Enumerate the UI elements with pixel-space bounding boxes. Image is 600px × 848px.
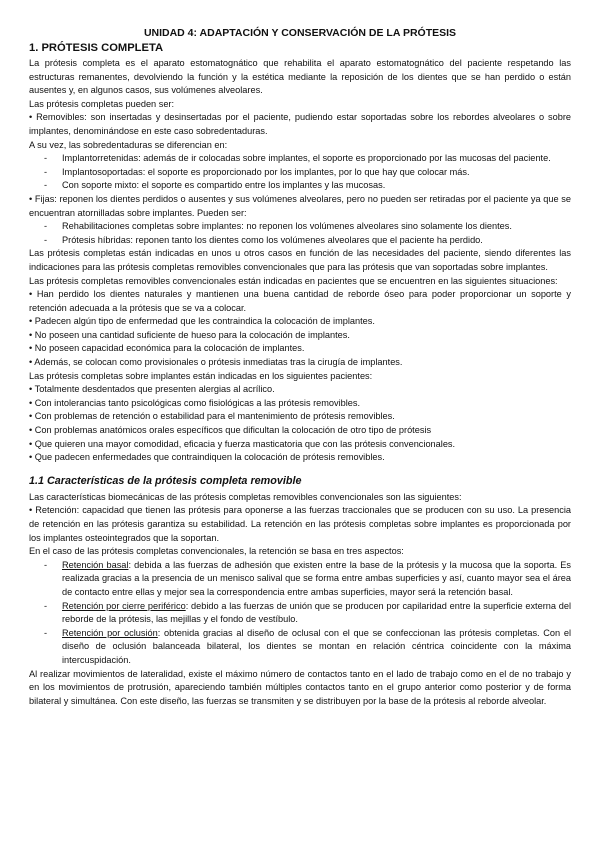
dash-item <box>29 559 571 600</box>
bullet-item: • Que padecen enfermedades que contraindiquen la colocación de prótesis removibles. <box>29 452 385 463</box>
bullet-item: • No poseen capacidad económica para la colocación de implantes. <box>29 343 305 354</box>
paragraph: Las prótesis completas están indicadas en unos u otros casos en función de las necesidades del paciente, siendo diferentes las indicaciones para las prótesis completas removibles convencionales que para las prótesis que van soportadas sobre implantes. <box>29 248 571 272</box>
page-title: UNIDAD 4: ADAPTACIÓN Y CONSERVACIÓN DE LA PRÓTESIS <box>143 27 457 39</box>
paragraph: Las prótesis completas pueden ser: <box>29 98 175 109</box>
dash-item: - Implantorretenidas: además de ir colocadas sobre implantes, el soporte es proporcionado por las mucosas del paciente. <box>29 152 571 166</box>
dash-item <box>29 627 571 668</box>
bullet-item: • Fijas: reponen los dientes perdidos o ausentes y sus volúmenes alveolares, pero no pueden ser retiradas por el paciente ya que se encuentran atornilladas sobre implantes. Pueden ser: <box>29 193 571 218</box>
bullet-item: • Han perdido los dientes naturales y mantienen una buena cantidad de reborde óseo para poder proporcionar un soporte y retención adecuada a la prótesis que se va a colocar. <box>29 289 571 313</box>
bullet-item: • Además, se colocan como provisionales o prótesis inmediatas tras la cirugía de implantes. <box>29 357 403 368</box>
section-heading: 1. PRÓTESIS COMPLETA <box>29 42 164 54</box>
dash-item: - Rehabilitaciones completas sobre implantes: no reponen los volúmenes alveolares sino solamente los dientes. <box>29 220 571 234</box>
paragraph: Las prótesis completas removibles convencionales están indicadas en pacientes que se encuentren en las siguientes situaciones: <box>29 275 558 286</box>
paragraph: En el caso de las prótesis completas convencionales, la retención se basa en tres aspectos: <box>29 546 404 557</box>
paragraph: Al realizar movimientos de lateralidad, existe el máximo número de contactos tanto en el lado de trabajo como en el de no trabajo y en los movimientos de protrusión, apareciendo también múltiples contactos tanto en el grupo anterior como posterior y de forma bilateral y simultánea. Con este diseño, las fuerzas se transmiten y se distribuyen por la base de la prótesis al reborde alveolar. <box>29 668 571 706</box>
bullet-item: • Con problemas de retención o estabilidad para el mantenimiento de prótesis removibles. <box>29 411 395 422</box>
term-text: : debida a las fuerzas de adhesión que existen entre la base de la prótesis y la mucosa que la soporta. Es realizada gracias a la presencia de un menisco salival que se forma entre ambas superficies y así, cuanto mayor sea el área de contacto entre ellas y mejor sea la correspondencia entre ambas superficies, mayor será la retención basal. <box>62 559 571 597</box>
paragraph: Las características biomecánicas de las prótesis completas removibles convencionales son las siguientes: <box>29 491 462 502</box>
paragraph: La prótesis completa es el aparato estomatognático que rehabilita el aparato estomatognático del paciente respetando las estructuras remanentes, devolviendo la función y la estética mediante la reposición de los dientes que se han perdido o están ausentes y, en algunos casos, sus volúmenes alveolares. <box>29 58 571 96</box>
bullet-item: • Con intolerancias tanto psicológicas como fisiológicas a las prótesis removibles. <box>29 397 361 408</box>
bullet-item: • Removibles: son insertadas y desinsertadas por el paciente, pudiendo estar soportadas sobre los rebordes alveolares o sobre implantes, denominándose en este caso sobredentaduras. <box>29 112 571 136</box>
dash-item: - Prótesis híbridas: reponen tanto los dientes como los volúmenes alveolares que el paciente ha perdido. <box>29 234 571 248</box>
bullet-item: • Retención: capacidad que tienen las prótesis para oponerse a las fuerzas traccionales que se producen con su uso. La presencia de retención en las prótesis garantiza su estabilidad. La retención en las prótesis completas sobre implantes es proporcionada por los implantes osteointegrados que la soportan. <box>29 505 571 543</box>
bullet-item: • Padecen algún tipo de enfermedad que les contraindica la colocación de implantes. <box>29 316 375 327</box>
term-label: Retención basal <box>62 559 129 570</box>
dash-item: - Con soporte mixto: el soporte es compartido entre los implantes y las mucosas. <box>29 179 571 193</box>
subsection-heading: 1.1 Características de la prótesis completa removible <box>29 474 302 487</box>
bullet-item: • No poseen una cantidad suficiente de hueso para la colocación de implantes. <box>29 329 350 340</box>
bullet-item: • Totalmente desdentados que presenten alergias al acrílico. <box>29 384 275 395</box>
term-label: Retención por cierre periférico <box>62 600 186 611</box>
paragraph: A su vez, las sobredentaduras se diferencian en: <box>29 139 228 150</box>
term-text: : debido a las fuerzas de unión que se producen por capilaridad entre la superficie externa del reborde de la prótesis, las mejillas y el fondo de vestíbulo. <box>62 600 571 625</box>
dash-item: - Implantosoportadas: el soporte es proporcionado por los implantes, por lo que hay que colocar más. <box>29 166 571 180</box>
document-content <box>29 27 571 708</box>
paragraph: Las prótesis completas sobre implantes están indicadas en los siguientes pacientes: <box>29 370 373 381</box>
term-text: : obtenida gracias al diseño de oclusal con el que se confeccionan las prótesis completas. Con el diseño de oclusión balanceada bilateral, los dientes se montan en relación céntrica coincidente con la máxima intercuspidación. <box>62 627 572 665</box>
dash-item <box>29 600 571 627</box>
bullet-item: • Que quieren una mayor comodidad, eficacia y fuerza masticatoria que con las prótesis convencionales. <box>29 438 456 449</box>
bullet-item: • Con problemas anatómicos orales específicos que dificultan la colocación de otro tipo de prótesis <box>29 425 432 436</box>
term-label: Retención por oclusión <box>62 627 158 638</box>
